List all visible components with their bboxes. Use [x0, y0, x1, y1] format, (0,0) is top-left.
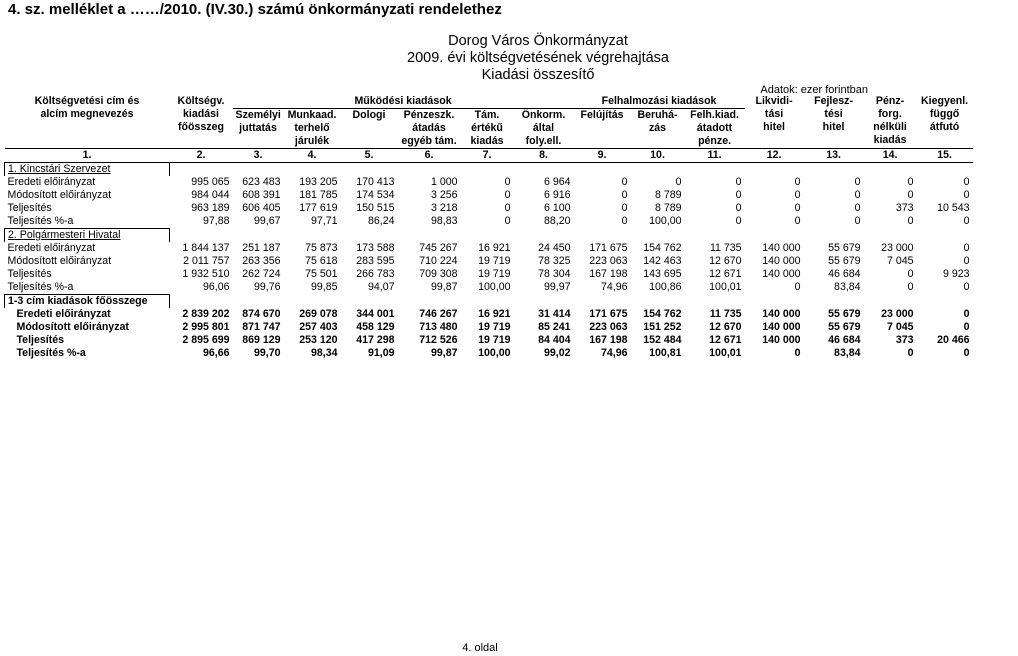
table-cell: 173 588 — [356, 242, 395, 254]
table-cell: 746 267 — [419, 308, 458, 320]
table-cell: 154 762 — [643, 242, 682, 254]
section-row — [5, 229, 973, 243]
table-cell: 99,87 — [430, 281, 458, 294]
section-filler — [170, 229, 973, 243]
table-cell: 253 120 — [299, 334, 338, 346]
table-cell: 373 — [895, 202, 914, 214]
table-row — [5, 215, 973, 229]
table-cell: 171 675 — [589, 242, 628, 254]
col-municipal-financing-line: foly.ell. — [525, 135, 562, 147]
row-label: 1-3 cím kiadások főösszege — [5, 295, 170, 309]
column-number: 6. — [398, 149, 461, 163]
table-cell: 99,76 — [253, 281, 281, 294]
table-row — [5, 347, 973, 360]
col-employer-contrib-line: járulék — [294, 135, 330, 147]
table-cell: 97,71 — [310, 215, 338, 228]
col-renovation-line: Felújítás — [580, 109, 624, 121]
table-cell: 1 844 137 — [182, 242, 230, 254]
col-capital-transfer-line: pénze. — [698, 135, 732, 147]
table-cell: 0 — [504, 202, 511, 214]
table-cell: 0 — [963, 176, 970, 188]
table-cell: 84 404 — [538, 334, 571, 346]
table-cell: 710 224 — [419, 255, 458, 267]
col-municipal-financing-line: Önkorm. — [521, 109, 566, 121]
col-total-budget-line: Költségv. — [177, 95, 225, 107]
column-number: 9. — [574, 149, 631, 163]
table-cell: 12 670 — [709, 321, 742, 333]
col-title-name-line: alcím megnevezés — [40, 108, 134, 120]
table-cell: 12 671 — [709, 268, 742, 280]
col-investment — [631, 109, 685, 149]
table-cell: 223 063 — [589, 321, 628, 333]
table-cell: 7 045 — [887, 255, 914, 267]
section-filler — [170, 295, 973, 309]
group-operating-expenses — [233, 95, 574, 109]
table-cell: 12 671 — [709, 334, 742, 346]
table-cell: 16 921 — [478, 308, 511, 320]
table-cell: 171 675 — [589, 308, 628, 320]
table-cell: 19 719 — [478, 268, 511, 280]
table-cell: 85 241 — [538, 321, 571, 333]
row-label: Teljesítés — [16, 334, 65, 346]
table-row — [5, 255, 973, 268]
table-row — [5, 176, 973, 189]
table-cell: 91,09 — [367, 347, 395, 359]
col-non-cash-expense-line: nélküli — [873, 121, 907, 133]
title-organization: Dorog Város Önkormányzat — [448, 33, 628, 49]
group-capital-expenses — [574, 95, 745, 109]
table-cell: 0 — [963, 242, 970, 254]
row-label: Teljesítés %-a — [7, 281, 74, 293]
table-cell: 0 — [735, 176, 742, 188]
table-cell: 98,83 — [430, 215, 458, 228]
col-non-cash-expense-line: kiadás — [873, 134, 907, 146]
table-cell: 12 670 — [709, 255, 742, 267]
table-cell: 75 501 — [305, 268, 338, 280]
table-cell: 869 129 — [242, 334, 281, 346]
col-title-name — [5, 95, 170, 149]
section-filler — [170, 163, 973, 177]
table-cell: 2 839 202 — [182, 308, 230, 320]
table-row — [5, 334, 973, 347]
row-label: Teljesítés %-a — [16, 347, 86, 359]
table-cell: 0 — [794, 215, 801, 228]
table-cell: 0 — [907, 215, 914, 228]
table-cell: 0 — [504, 176, 511, 188]
table-cell: 83,84 — [834, 281, 861, 294]
group-operating-expenses-line: Működési kiadások — [354, 95, 452, 107]
table-cell: 269 078 — [299, 308, 338, 320]
table-cell: 3 218 — [430, 202, 458, 214]
table-cell: 257 403 — [299, 321, 338, 333]
row-label: Eredeti előirányzat — [16, 308, 111, 320]
col-employer-contrib-line: Munkaad. — [287, 109, 337, 121]
table-cell: 55 679 — [828, 321, 861, 333]
table-cell: 46 684 — [828, 268, 861, 280]
table-cell: 0 — [963, 255, 970, 267]
table-cell: 99,67 — [253, 215, 281, 228]
col-funds-transfer-line: egyéb tám. — [401, 135, 457, 147]
table-cell: 100,81 — [649, 347, 682, 359]
table-cell: 86,24 — [367, 215, 395, 228]
col-balancing-pending-line: függő — [929, 108, 960, 120]
table-cell: 263 356 — [242, 255, 281, 267]
table-row — [5, 321, 973, 334]
col-capital-transfer — [685, 109, 745, 149]
table-cell: 995 065 — [191, 176, 230, 188]
section-row — [5, 163, 973, 177]
table-cell: 83,84 — [834, 347, 861, 359]
table-cell: 74,96 — [601, 281, 628, 294]
col-development-loan-line: tési — [824, 108, 843, 120]
table-cell: 31 414 — [538, 308, 571, 320]
unit-note: Adatok: ezer forintban — [760, 84, 868, 96]
table-cell: 100,86 — [649, 281, 682, 294]
table-row — [5, 308, 973, 321]
table-cell: 266 783 — [356, 268, 395, 280]
column-number: 1. — [5, 149, 170, 163]
group-capital-expenses-line: Felhalmozási kiadások — [601, 95, 717, 107]
col-support-value-line: értékű — [471, 122, 503, 134]
table-cell: 0 — [963, 189, 970, 201]
col-total-budget-line: kiadási — [183, 108, 219, 120]
row-label: 2. Polgármesteri Hivatal — [5, 229, 170, 243]
table-cell: 0 — [794, 189, 801, 201]
col-capital-transfer-line: Felh.kiad. — [690, 109, 739, 121]
column-number: 10. — [631, 149, 685, 163]
table-cell: 0 — [504, 215, 511, 228]
col-funds-transfer — [398, 109, 461, 149]
table-cell: 0 — [963, 215, 970, 228]
table-cell: 19 719 — [478, 255, 511, 267]
table-cell: 0 — [621, 202, 628, 214]
table-cell: 0 — [963, 281, 970, 294]
table-cell: 0 — [963, 321, 970, 333]
table-row — [5, 268, 973, 281]
table-cell: 10 543 — [937, 202, 970, 214]
table-cell: 262 724 — [242, 268, 281, 280]
col-liquidity-loan-line: hitel — [763, 121, 785, 133]
table-cell: 223 063 — [589, 255, 628, 267]
col-funds-transfer-line: átadás — [412, 122, 446, 134]
table-cell: 0 — [735, 202, 742, 214]
table-cell: 3 256 — [430, 189, 458, 201]
table-cell: 417 298 — [356, 334, 395, 346]
table-cell: 0 — [854, 215, 861, 228]
table-row — [5, 242, 973, 255]
table-cell: 713 480 — [419, 321, 458, 333]
col-non-cash-expense-line: Pénz- — [875, 95, 905, 107]
table-cell: 9 923 — [943, 268, 970, 280]
row-label: Teljesítés %-a — [7, 215, 74, 227]
col-balancing-pending-line: átfutó — [929, 121, 960, 133]
table-cell: 150 515 — [356, 202, 395, 214]
table-cell: 0 — [794, 202, 801, 214]
col-employer-contrib — [284, 109, 341, 149]
table-cell: 167 198 — [589, 268, 628, 280]
col-personal-benefits — [233, 109, 284, 149]
table-cell: 0 — [794, 281, 801, 294]
table-body — [5, 163, 973, 361]
col-development-loan — [804, 95, 864, 149]
table-cell: 140 000 — [762, 334, 801, 346]
table-cell: 0 — [504, 189, 511, 201]
table-cell: 984 044 — [191, 189, 230, 201]
table-cell: 2 995 801 — [182, 321, 230, 333]
table-cell: 74,96 — [601, 347, 628, 359]
row-label: Eredeti előirányzat — [7, 176, 96, 188]
table-cell: 24 450 — [538, 242, 571, 254]
table-cell: 623 483 — [242, 176, 281, 188]
table-cell: 19 719 — [478, 334, 511, 346]
table-cell: 55 679 — [828, 308, 861, 320]
page-number: 4. oldal — [462, 642, 498, 654]
table-cell: 142 463 — [643, 255, 682, 267]
column-number: 14. — [864, 149, 917, 163]
column-number: 15. — [917, 149, 973, 163]
table-cell: 88,20 — [544, 215, 571, 228]
table-cell: 0 — [907, 189, 914, 201]
table-cell: 0 — [907, 176, 914, 188]
col-non-cash-expense-line: forg. — [878, 108, 902, 120]
table-cell: 75 618 — [305, 255, 338, 267]
column-number: 12. — [745, 149, 804, 163]
col-material-line: Dologi — [352, 109, 386, 121]
table-cell: 0 — [735, 215, 742, 228]
col-support-value — [461, 109, 514, 149]
table-cell: 19 719 — [478, 321, 511, 333]
table-cell: 11 735 — [709, 242, 742, 254]
column-number-row — [5, 149, 973, 163]
col-development-loan-line: hitel — [822, 121, 845, 133]
table-cell: 140 000 — [762, 268, 801, 280]
table-cell: 11 735 — [709, 308, 742, 320]
col-development-loan-line: Fejlesz- — [814, 95, 853, 107]
table-cell: 23 000 — [881, 242, 914, 254]
table-cell: 0 — [907, 347, 914, 359]
column-number: 3. — [233, 149, 284, 163]
table-cell: 167 198 — [589, 334, 628, 346]
table-cell: 99,85 — [310, 281, 338, 294]
table-cell: 75 873 — [305, 242, 338, 254]
column-number: 8. — [514, 149, 574, 163]
table-row — [5, 281, 973, 295]
col-title-name-line: Költségvetési cím és — [34, 95, 140, 107]
budget-table — [4, 95, 973, 360]
table-cell: 745 267 — [419, 242, 458, 254]
table-header — [5, 95, 973, 163]
table-cell: 709 308 — [419, 268, 458, 280]
table-cell: 96,66 — [202, 347, 230, 359]
table-cell: 174 534 — [356, 189, 395, 201]
table-cell: 140 000 — [762, 308, 801, 320]
table-cell: 181 785 — [299, 189, 338, 201]
table-cell: 20 466 — [937, 334, 970, 346]
col-material — [341, 109, 398, 149]
table-cell: 0 — [854, 202, 861, 214]
title-report: 2009. évi költségvetésének végrehajtása — [407, 50, 669, 66]
table-cell: 458 129 — [356, 321, 395, 333]
title-summary: Kiadási összesítő — [481, 67, 595, 83]
table-cell: 344 001 — [356, 308, 395, 320]
table-cell: 7 045 — [887, 321, 914, 333]
table-cell: 373 — [895, 334, 914, 346]
table-cell: 100,00 — [649, 215, 682, 228]
row-label: Módosított előirányzat — [7, 255, 112, 267]
row-label: 1. Kincstári Szervezet — [5, 163, 170, 177]
col-balancing-pending-line: Kiegyenl. — [921, 95, 969, 107]
table-cell: 608 391 — [242, 189, 281, 201]
table-cell: 152 484 — [643, 334, 682, 346]
row-label: Teljesítés — [7, 268, 52, 280]
table-cell: 99,87 — [430, 347, 458, 359]
table-cell: 1 000 — [430, 176, 458, 188]
table-cell: 23 000 — [881, 308, 914, 320]
table-cell: 2 011 757 — [183, 255, 230, 267]
table-cell: 99,02 — [544, 347, 571, 359]
table-cell: 0 — [963, 347, 970, 359]
table-cell: 46 684 — [828, 334, 861, 346]
table-cell: 16 921 — [478, 242, 511, 254]
table-cell: 6 964 — [544, 176, 571, 188]
col-renovation — [574, 109, 631, 149]
table-cell: 97,88 — [202, 215, 230, 228]
table-cell: 0 — [794, 347, 801, 359]
col-total-budget — [170, 95, 233, 149]
table-cell: 55 679 — [828, 242, 861, 254]
table-cell: 100,00 — [478, 281, 511, 294]
column-number: 4. — [284, 149, 341, 163]
table-cell: 2 895 699 — [182, 334, 230, 346]
table-cell: 874 670 — [242, 308, 281, 320]
table-cell: 100,01 — [709, 347, 742, 359]
col-investment-line: Beruhá- — [637, 109, 678, 121]
table-cell: 1 932 510 — [182, 268, 230, 280]
col-support-value-line: kiadás — [470, 135, 504, 147]
table-cell: 251 187 — [242, 242, 281, 254]
col-personal-benefits-line: juttatás — [239, 122, 277, 134]
column-number: 5. — [341, 149, 398, 163]
table-cell: 0 — [907, 281, 914, 294]
col-funds-transfer-line: Pénzeszk. — [403, 109, 455, 121]
table-cell: 143 695 — [643, 268, 682, 280]
table-cell: 100,00 — [478, 347, 511, 359]
row-label: Eredeti előirányzat — [7, 242, 96, 254]
table-row — [5, 202, 973, 215]
table-cell: 6 100 — [544, 202, 571, 214]
table-cell: 0 — [621, 176, 628, 188]
col-employer-contrib-line: terhelő — [294, 122, 330, 134]
col-support-value-line: Tám. — [474, 109, 500, 121]
table-cell: 0 — [854, 189, 861, 201]
col-municipal-financing-line: által — [532, 122, 555, 134]
column-number: 11. — [685, 149, 745, 163]
table-cell: 8 789 — [655, 202, 682, 214]
annex-heading: 4. sz. melléklet a ……/2010. (IV.30.) számú önkormányzati rendelethez — [8, 1, 502, 18]
table-cell: 94,07 — [367, 281, 395, 294]
table-cell: 154 762 — [643, 308, 682, 320]
header-row — [5, 95, 973, 109]
table-cell: 99,97 — [544, 281, 571, 294]
table-row — [5, 189, 973, 202]
col-investment-line: zás — [648, 122, 667, 134]
col-non-cash-expense — [864, 95, 917, 149]
col-liquidity-loan — [745, 95, 804, 149]
table-cell: 151 252 — [643, 321, 682, 333]
table-cell: 78 325 — [538, 255, 571, 267]
table-cell: 170 413 — [356, 176, 395, 188]
col-balancing-pending — [917, 95, 973, 149]
table-cell: 0 — [675, 176, 682, 188]
table-cell: 606 405 — [242, 202, 281, 214]
table-cell: 0 — [794, 176, 801, 188]
table-cell: 193 205 — [299, 176, 338, 188]
table-cell: 0 — [621, 189, 628, 201]
table-cell: 177 619 — [299, 202, 338, 214]
table-cell: 0 — [963, 308, 970, 320]
table-cell: 98,34 — [310, 347, 338, 359]
col-total-budget-line: főösszeg — [178, 121, 224, 133]
table-cell: 0 — [854, 176, 861, 188]
col-personal-benefits-line: Személyi — [235, 109, 281, 121]
table-cell: 99,70 — [253, 347, 281, 359]
col-capital-transfer-line: átadott — [696, 122, 733, 134]
table-cell: 140 000 — [762, 242, 801, 254]
table-cell: 96,06 — [202, 281, 230, 294]
table-cell: 78 304 — [538, 268, 571, 280]
table-cell: 283 595 — [356, 255, 395, 267]
table-cell: 712 526 — [419, 334, 458, 346]
table-cell: 8 789 — [655, 189, 682, 201]
table-cell: 100,01 — [709, 281, 742, 294]
table-cell: 140 000 — [762, 255, 801, 267]
table-cell: 0 — [907, 268, 914, 280]
col-municipal-financing — [514, 109, 574, 149]
table-cell: 0 — [621, 215, 628, 228]
table-cell: 0 — [735, 189, 742, 201]
section-row — [5, 295, 973, 309]
table-cell: 140 000 — [762, 321, 801, 333]
table-cell: 55 679 — [828, 255, 861, 267]
column-number: 13. — [804, 149, 864, 163]
table-cell: 963 189 — [191, 202, 230, 214]
column-number: 7. — [461, 149, 514, 163]
row-label: Teljesítés — [7, 202, 52, 214]
row-label: Módosított előirányzat — [16, 321, 129, 333]
column-number: 2. — [170, 149, 233, 163]
table-cell: 6 916 — [544, 189, 571, 201]
col-liquidity-loan-line: Likvidi- — [755, 95, 793, 107]
row-label: Módosított előirányzat — [7, 189, 112, 201]
col-liquidity-loan-line: tási — [764, 108, 784, 120]
table-cell: 871 747 — [242, 321, 281, 333]
